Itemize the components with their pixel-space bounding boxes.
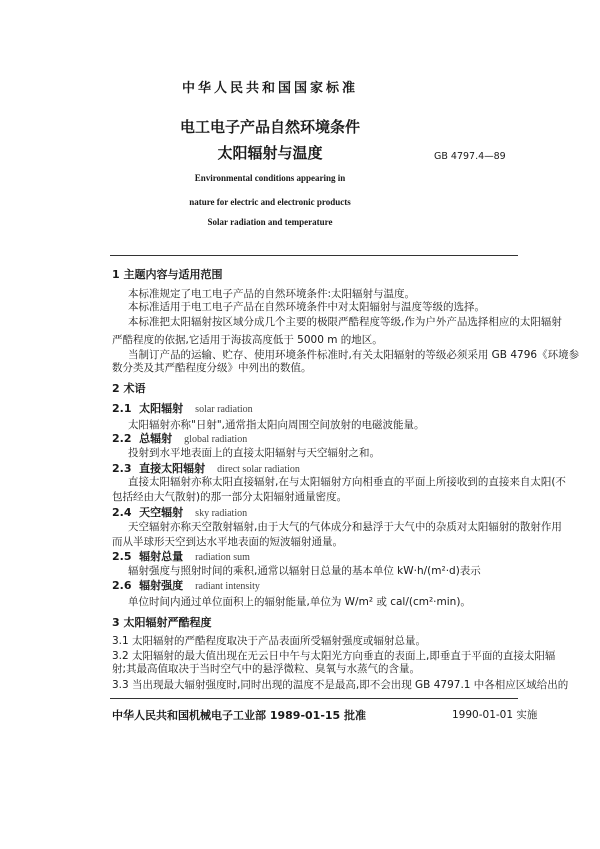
section-3-heading: 3 太阳辐射严酷程度 — [112, 616, 212, 629]
term-definition: 天空辐射亦称天空散射辐射,由于大气的气体成分和悬浮于大气中的杂质对太阳辐射的散射作用 — [128, 521, 562, 533]
term-definition: 太阳辐射亦称"日射",通常指太阳向周围空间放射的电磁波能量。 — [128, 419, 425, 431]
title-line2: 太阳辐射与温度 — [217, 144, 323, 162]
term-definition: 单位时间内通过单位面积上的辐射能量,单位为 W/m² 或 cal/(cm²·min)。 — [128, 596, 471, 608]
section-1-heading: 1 主题内容与适用范围 — [112, 268, 223, 281]
paragraph: 严酷程度的依据,它适用于海拔高度低于 5000 m 的地区。 — [112, 334, 383, 346]
term-definition: 投射到水平地表面上的直接太阳辐射与天空辐射之和。 — [128, 447, 380, 459]
term-heading: 2.2 总辐射 global radiation — [112, 432, 248, 445]
national-standard-label: 中华人民共和国国家标准 — [181, 81, 358, 96]
term-definition: 直接太阳辐射亦称太阳直接辐射,在与太阳辐射方向相垂直的平面上所接收到的直接来自太阳(不 — [128, 476, 566, 488]
standard-code: GB 4797.4—89 — [434, 151, 506, 162]
paragraph: 3.2 太阳辐射的最大值出现在无云日中午与太阳光方向垂直的表面上,即垂直于平面的直接太阳辐 — [112, 650, 556, 662]
term-heading: 2.3 直接太阳辐射 direct solar radiation — [112, 462, 300, 475]
term-definition: 辐射强度与照射时间的乘积,通常以辐射日总量的基本单位 kW·h/(m²·d)表示 — [128, 565, 481, 577]
term-heading: 2.6 辐射强度 radiant intensity — [112, 579, 260, 592]
paragraph: 当制订产品的运输、贮存、使用环境条件标准时,有关太阳辐射的等级必须采用 GB 4796《环境参 — [128, 349, 580, 361]
english-title-line2: nature for electric and electronic products — [189, 197, 351, 207]
effective-date: 1990-01-01 实施 — [452, 709, 538, 721]
paragraph: 本标准适用于电工电子产品在自然环境条件中对太阳辐射与温度等级的选择。 — [128, 301, 485, 313]
term-heading: 2.5 辐射总量 radiation sum — [112, 550, 250, 563]
paragraph: 数分类及其严酷程度分级》中列出的数值。 — [112, 362, 312, 374]
english-title-line1: Environmental conditions appearing in — [194, 173, 346, 183]
english-title-line3: Solar radiation and temperature — [207, 217, 333, 227]
footer-divider — [110, 698, 518, 699]
section-2-heading: 2 术语 — [112, 382, 146, 395]
paragraph: 3.1 太阳辐射的严酷程度取决于产品表面所受辐射强度或辐射总量。 — [112, 635, 427, 647]
term-heading: 2.4 天空辐射 sky radiation — [112, 506, 248, 519]
paragraph: 3.3 当出现最大辐射强度时,同时出现的温度不是最高,即不会出现 GB 4797.1 中各相应区域给出的 — [112, 679, 569, 691]
approval-line: 中华人民共和国机械电子工业部 1989-01-15 批准 — [112, 709, 367, 722]
term-definition: 而从半球形天空到达水平地表面的短波辐射通量。 — [112, 536, 343, 548]
header-divider — [110, 255, 518, 256]
term-heading: 2.1 太阳辐射 solar radiation — [112, 402, 253, 415]
title-line1: 电工电子产品自然环境条件 — [179, 118, 360, 136]
paragraph: 射;其最高值取决于当时空气中的悬浮微粒、臭氧与水蒸气的含量。 — [112, 663, 421, 675]
paragraph: 本标准把太阳辐射按区域分成几个主要的极限严酷程度等级,作为户外产品选择相应的太阳辐射 — [128, 316, 562, 328]
term-definition: 包括经由大气散射)的那一部分太阳辐射通量密度。 — [112, 491, 348, 503]
paragraph: 本标准规定了电工电子产品的自然环境条件:太阳辐射与温度。 — [128, 288, 416, 300]
